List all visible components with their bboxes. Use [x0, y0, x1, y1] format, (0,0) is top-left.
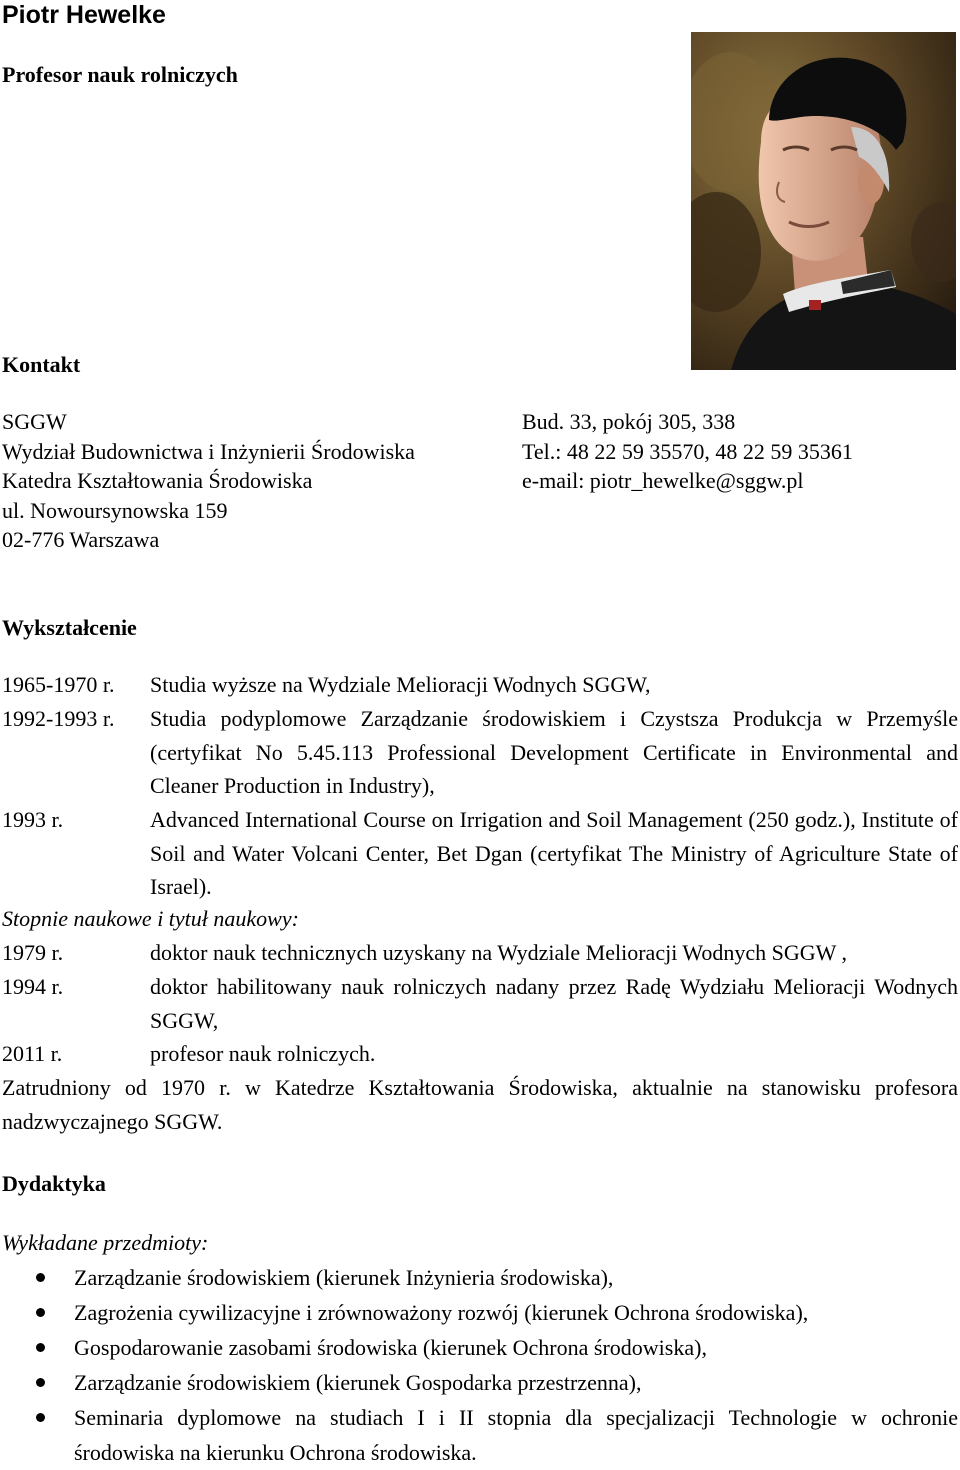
education-description: Studia podyplomowe Zarządzanie środowiskiem i Czystsza Produkcja w Przemyśle (certyfikat No 5.45.113 Professional Development Certificate in Environmental and Cleaner Production in Industry), — [150, 706, 958, 798]
contact-faculty: Wydział Budownictwa i Inżynierii Środowiska — [2, 438, 415, 464]
degree-description: doktor nauk technicznych uzyskany na Wydziale Melioracji Wodnych SGGW , — [150, 940, 848, 965]
subject-text: Zarządzanie środowiskiem (kierunek Inżynieria środowiska), — [74, 1265, 614, 1290]
contact-room: Bud. 33, pokój 305, 338 — [522, 409, 736, 434]
contact-street: ul. Nowoursynowska 159 — [2, 497, 228, 523]
degree-description: profesor nauk rolniczych. — [150, 1041, 376, 1066]
employment-paragraph: Zatrudniony od 1970 r. w Katedrze Kształtowania Środowiska, aktualnie na stanowisku profesora nadzwyczajnego SGGW. — [2, 1075, 958, 1134]
section-heading-contact: Kontakt — [2, 352, 81, 377]
bullet-icon — [36, 1343, 45, 1352]
subjects-list — [0, 1260, 958, 1470]
education-description: Studia wyższe na Wydziale Melioracji Wodnych SGGW, — [150, 672, 651, 697]
contact-institution: SGGW — [2, 409, 67, 434]
bullet-icon — [36, 1378, 45, 1387]
person-name: Piotr Hewelke — [2, 1, 166, 29]
section-heading-teaching: Dydaktyka — [2, 1171, 106, 1196]
degrees-label: Stopnie naukowe i tytuł naukowy: — [2, 906, 299, 931]
contact-details-block — [522, 407, 853, 496]
degree-description: doktor habilitowany nauk rolniczych nadany przez Radę Wydziału Melioracji Wodnych SGGW, — [150, 974, 958, 1033]
education-description: Advanced International Course on Irrigation and Soil Management (250 godz.), Institute of Soil and Water Volcani Center, Bet Dgan (certyfikat The Ministry of Agriculture State of Israel). — [150, 807, 958, 899]
portrait-photo — [691, 32, 956, 370]
list-item — [0, 1400, 958, 1470]
contact-city: 02-776 Warszawa — [2, 527, 160, 552]
list-item — [0, 1295, 958, 1330]
list-item — [0, 1365, 958, 1400]
education-years: 1993 r. — [2, 807, 64, 832]
degree-year: 2011 r. — [2, 1041, 63, 1066]
subjects-label: Wykładane przedmioty: — [2, 1230, 209, 1255]
section-heading-education: Wykształcenie — [2, 615, 137, 640]
list-item — [0, 1260, 958, 1295]
bullet-icon — [36, 1308, 45, 1317]
portrait-illustration — [691, 32, 956, 370]
education-years: 1965-1970 r. — [2, 672, 115, 697]
degree-year: 1979 r. — [2, 940, 64, 965]
degree-year: 1994 r. — [2, 974, 64, 999]
contact-email: e-mail: piotr_hewelke@sggw.pl — [522, 468, 804, 493]
subject-text: Zagrożenia cywilizacyjne i zrównoważony rozwój (kierunek Ochrona środowiska), — [74, 1300, 809, 1325]
bullet-icon — [36, 1413, 45, 1422]
contact-phone: Tel.: 48 22 59 35570, 48 22 59 35361 — [522, 438, 853, 464]
subject-text: Seminaria dyplomowe na studiach I i II stopnia dla specjalizacji Technologie w ochronie środowiska na kierunku Ochrona środowiska. — [74, 1405, 958, 1465]
academic-title: Profesor nauk rolniczych — [2, 62, 238, 87]
subject-text: Zarządzanie środowiskiem (kierunek Gospodarka przestrzenna), — [74, 1370, 642, 1395]
contact-department: Katedra Kształtowania Środowiska — [2, 468, 313, 493]
list-item — [0, 1330, 958, 1365]
bullet-icon — [36, 1273, 45, 1282]
contact-address-block — [2, 407, 415, 555]
subject-text: Gospodarowanie zasobami środowiska (kierunek Ochrona środowiska), — [74, 1335, 707, 1360]
education-years: 1992-1993 r. — [2, 706, 115, 731]
